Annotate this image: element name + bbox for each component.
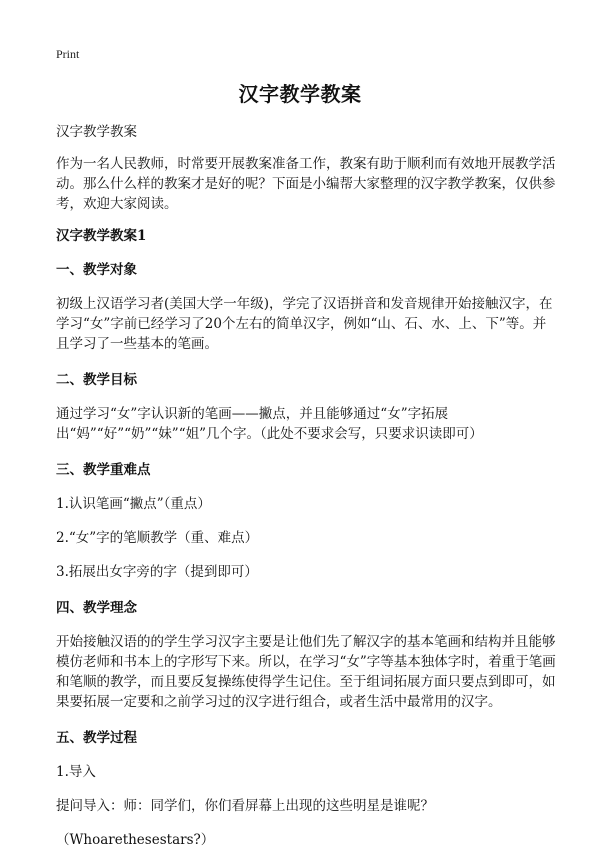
section-heading-teaching-goals: 二、教学目标 [56,372,137,388]
section-heading-teaching-process: 五、教学过程 [56,730,137,746]
intro-paragraph: 作为一名人民教师，时常要开展教案准备工作，教案有助于顺利而有效地开展教学活动。那么什么样的教案才是好的呢？下面是小编帮大家整理的汉字教学教案，仅供参考，欢迎大家阅读。 [56,156,556,212]
page-title: 汉字教学教案 [238,82,362,106]
process-question-text: 提问导入：师：同学们，你们看屏幕上出现的这些明星是谁呢？ [56,798,434,814]
teaching-philosophy-paragraph: 开始接触汉语的的学生学习汉字主要是让他们先了解汉字的基本笔画和结构并且能够模仿老师和书本上的字形写下来。所以，在学习“女”字等基本独体字时，着重于笔画和笔顺的教学，而且要反复操练使得学生记住。至于组词拓展方面只要点到即可，如果要拓展一定要和之前学习过的汉字进行组合，或者生活中最常用的汉字。 [56,634,556,710]
key-point-item: 1.认识笔画“撇点”（重点） [56,496,211,512]
process-english-text: （Whoarethesestars?） [56,832,215,848]
process-step-label: 1.导入 [56,764,96,780]
teaching-goals-paragraph: 通过学习“女”字认识新的笔画——撇点，并且能够通过“女”字拓展出“妈”“好”“奶”“妹”“姐”几个字。（此处不要求会写，只要求识读即可） [56,406,483,442]
key-point-item: 2.“女”字的笔顺教学（重、难点） [56,530,259,546]
section-heading-teaching-philosophy: 四、教学理念 [56,600,137,616]
document-body [56,122,556,850]
subtitle-text: 汉字教学教案 [56,124,137,140]
section-heading-key-points: 三、教学重难点 [56,462,151,478]
section-heading-teaching-object: 一、教学对象 [56,262,137,278]
lesson-heading: 汉字教学教案1 [56,228,147,244]
key-point-item: 3.拓展出女字旁的字（提到即可） [56,564,258,580]
print-link[interactable]: Print [56,47,80,61]
teaching-object-paragraph: 初级上汉语学习者(美国大学一年级)，学完了汉语拼音和发音规律开始接触汉字，在学习“女”字前已经学习了20个左右的简单汉字，例如“山、石、水、上、下”等。并且学习了一些基本的笔画。 [56,296,553,352]
